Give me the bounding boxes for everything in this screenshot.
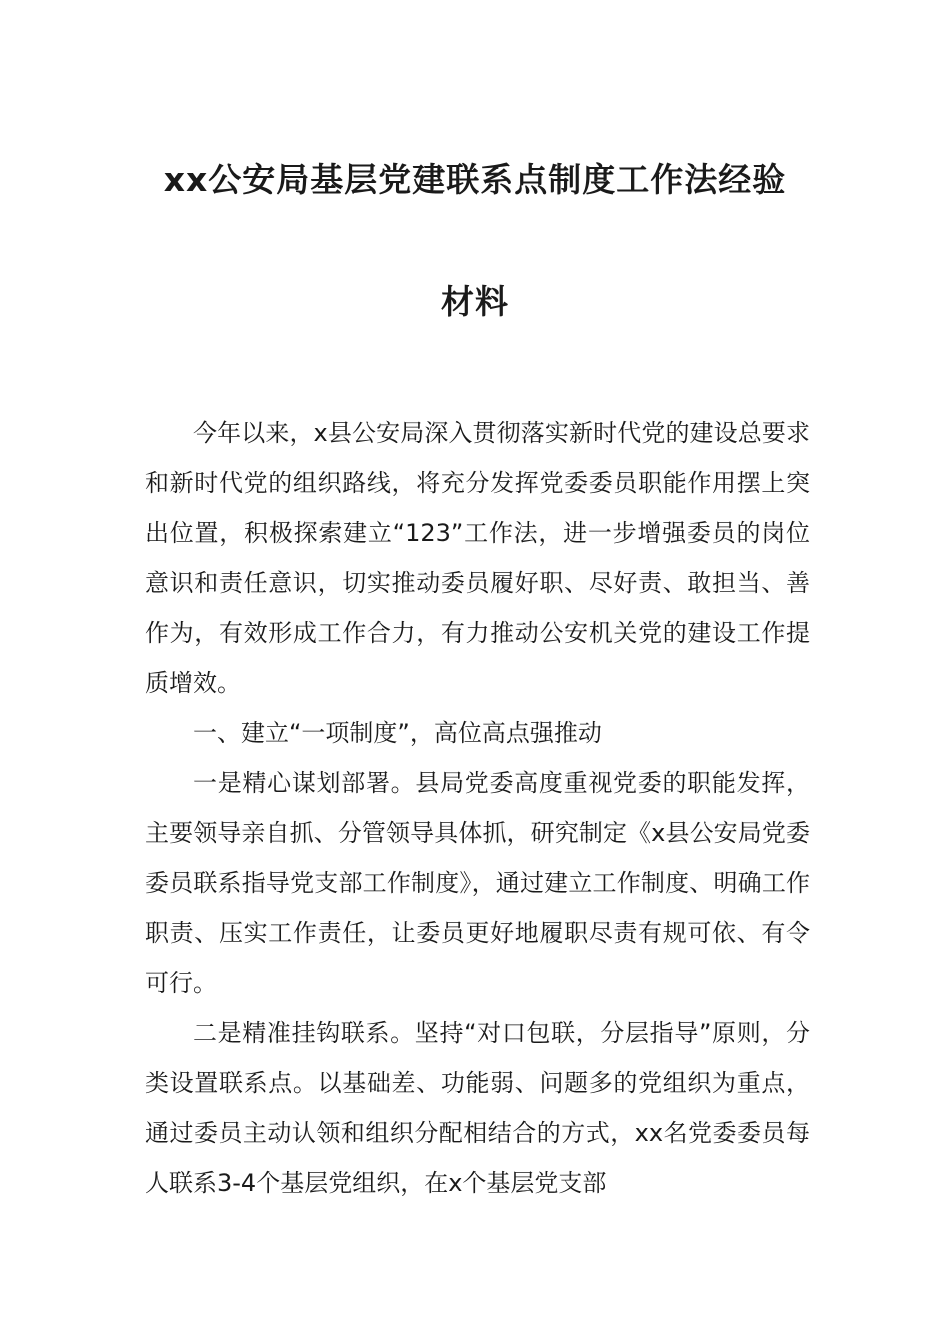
document-title-line-2: 材料	[441, 282, 509, 321]
document-body	[145, 408, 810, 1208]
document-title-line-1: xx公安局基层党建联系点制度工作法经验	[163, 160, 787, 199]
intro-paragraph: 今年以来，x县公安局深入贯彻落实新时代党的建设总要求和新时代党的组织路线，将充分发挥党委委员职能作用摆上突出位置，积极探索建立“123”工作法，进一步增强委员的岗位意识和责任意识，切实推动委员履好职、尽好责、敢担当、善作为，有效形成工作合力，有力推动公安机关党的建设工作提质增效。	[145, 419, 810, 697]
section-heading: 一、建立“一项制度”，高位高点强推动	[193, 719, 602, 747]
paragraph-contact: 二是精准挂钩联系。坚持“对口包联，分层指导”原则，分类设置联系点。以基础差、功能弱、问题多的党组织为重点，通过委员主动认领和组织分配相结合的方式，xx名党委委员每人联系3-4个基层党组织，在x个基层党支部	[145, 1019, 810, 1197]
paragraph-planning: 一是精心谋划部署。县局党委高度重视党委的职能发挥，主要领导亲自抓、分管领导具体抓，研究制定《x县公安局党委委员联系指导党支部工作制度》，通过建立工作制度、明确工作职责、压实工作责任，让委员更好地履职尽责有规可依、有令可行。	[145, 769, 810, 997]
